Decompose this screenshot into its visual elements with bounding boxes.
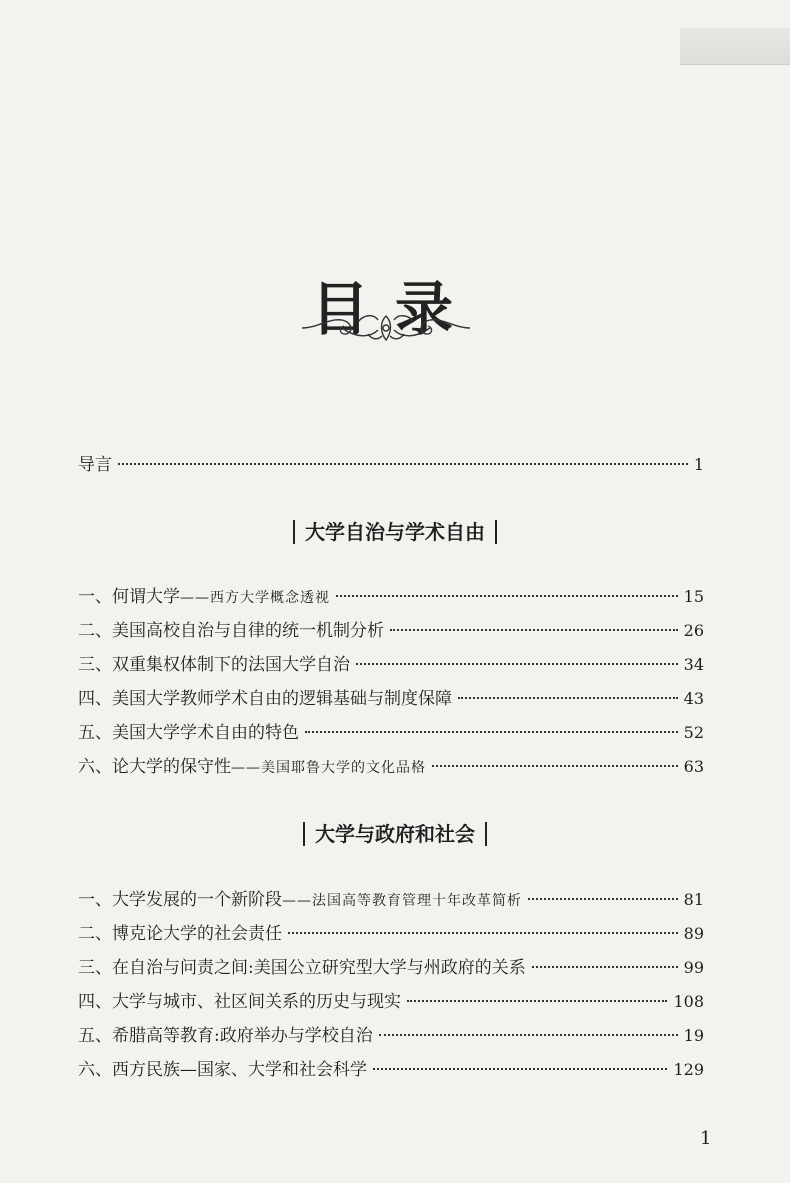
section-heading: 大学与政府和社会 bbox=[0, 818, 790, 847]
toc-entry-title: 二、美国高校自治与自律的统一机制分析 bbox=[78, 621, 384, 641]
dot-leader bbox=[458, 697, 678, 699]
toc-entry-subtitle: ——美国耶鲁大学的文化品格 bbox=[231, 760, 426, 776]
toc-entry bbox=[78, 953, 704, 977]
dot-leader bbox=[407, 1000, 667, 1002]
toc-entry-page: 19 bbox=[683, 1026, 704, 1045]
toc-entry bbox=[78, 684, 704, 708]
dot-leader bbox=[288, 932, 678, 934]
toc-entry-intro bbox=[78, 450, 704, 474]
toc-entry-title: 五、美国大学学术自由的特色 bbox=[78, 723, 299, 743]
dot-leader bbox=[379, 1034, 678, 1036]
toc-entry-page: 81 bbox=[683, 890, 704, 909]
toc-entry-page: 1 bbox=[693, 455, 704, 474]
toc-entry bbox=[78, 1055, 704, 1079]
binding-edge bbox=[680, 28, 790, 65]
toc-entry-page: 26 bbox=[683, 621, 704, 640]
toc-entry-title: 三、在自治与问责之间:美国公立研究型大学与州政府的关系 bbox=[78, 958, 526, 978]
toc-entry-title: 一、大学发展的一个新阶段 bbox=[78, 890, 282, 910]
dot-leader bbox=[390, 629, 678, 631]
dot-leader bbox=[528, 898, 678, 900]
dot-leader bbox=[432, 765, 678, 767]
toc-entry-page: 34 bbox=[683, 655, 704, 674]
toc-entry bbox=[78, 718, 704, 742]
dot-leader bbox=[305, 731, 678, 733]
toc-entry-page: 15 bbox=[683, 587, 704, 606]
toc-entry bbox=[78, 1021, 704, 1045]
toc-entry bbox=[78, 885, 704, 909]
toc-entry-page: 99 bbox=[683, 958, 704, 977]
footer-page-number: 1 bbox=[700, 1128, 712, 1149]
toc-entry bbox=[78, 987, 704, 1011]
toc-entry-title: 四、大学与城市、社区间关系的历史与现实 bbox=[78, 992, 401, 1012]
dot-leader bbox=[373, 1068, 667, 1070]
dot-leader bbox=[356, 663, 678, 665]
toc-entry bbox=[78, 752, 704, 776]
toc-entry-page: 52 bbox=[683, 723, 704, 742]
dot-leader bbox=[118, 463, 688, 465]
toc-entry bbox=[78, 616, 704, 640]
toc-entry-title: 四、美国大学教师学术自由的逻辑基础与制度保障 bbox=[78, 689, 452, 709]
toc-entry-page: 43 bbox=[683, 689, 704, 708]
page-title: 目录 bbox=[310, 275, 479, 343]
toc-entry bbox=[78, 582, 704, 606]
toc-entry-title: 五、希腊高等教育:政府举办与学校自治 bbox=[78, 1026, 373, 1046]
toc-entry-title: 三、双重集权体制下的法国大学自治 bbox=[78, 655, 350, 675]
toc-entry-title: 导言 bbox=[78, 455, 112, 475]
dot-leader bbox=[336, 595, 678, 597]
toc-entry bbox=[78, 919, 704, 943]
toc-entry-page: 108 bbox=[673, 992, 704, 1011]
toc-entry-subtitle: ——西方大学概念透视 bbox=[180, 590, 330, 606]
section-heading: 大学自治与学术自由 bbox=[0, 516, 790, 545]
toc-entry-title: 六、西方民族—国家、大学和社会科学 bbox=[78, 1060, 367, 1080]
toc-entry-title: 一、何谓大学 bbox=[78, 587, 180, 607]
dot-leader bbox=[532, 966, 678, 968]
toc-entry-page: 63 bbox=[683, 757, 704, 776]
toc-entry-title: 六、论大学的保守性 bbox=[78, 757, 231, 777]
toc-entry bbox=[78, 650, 704, 674]
toc-entry-subtitle: ——法国高等教育管理十年改革简析 bbox=[282, 893, 522, 909]
toc-entry-page: 89 bbox=[683, 924, 704, 943]
toc-entry-title: 二、博克论大学的社会责任 bbox=[78, 924, 282, 944]
toc-entry-page: 129 bbox=[673, 1060, 704, 1079]
ornament-flourish-icon bbox=[298, 310, 474, 346]
